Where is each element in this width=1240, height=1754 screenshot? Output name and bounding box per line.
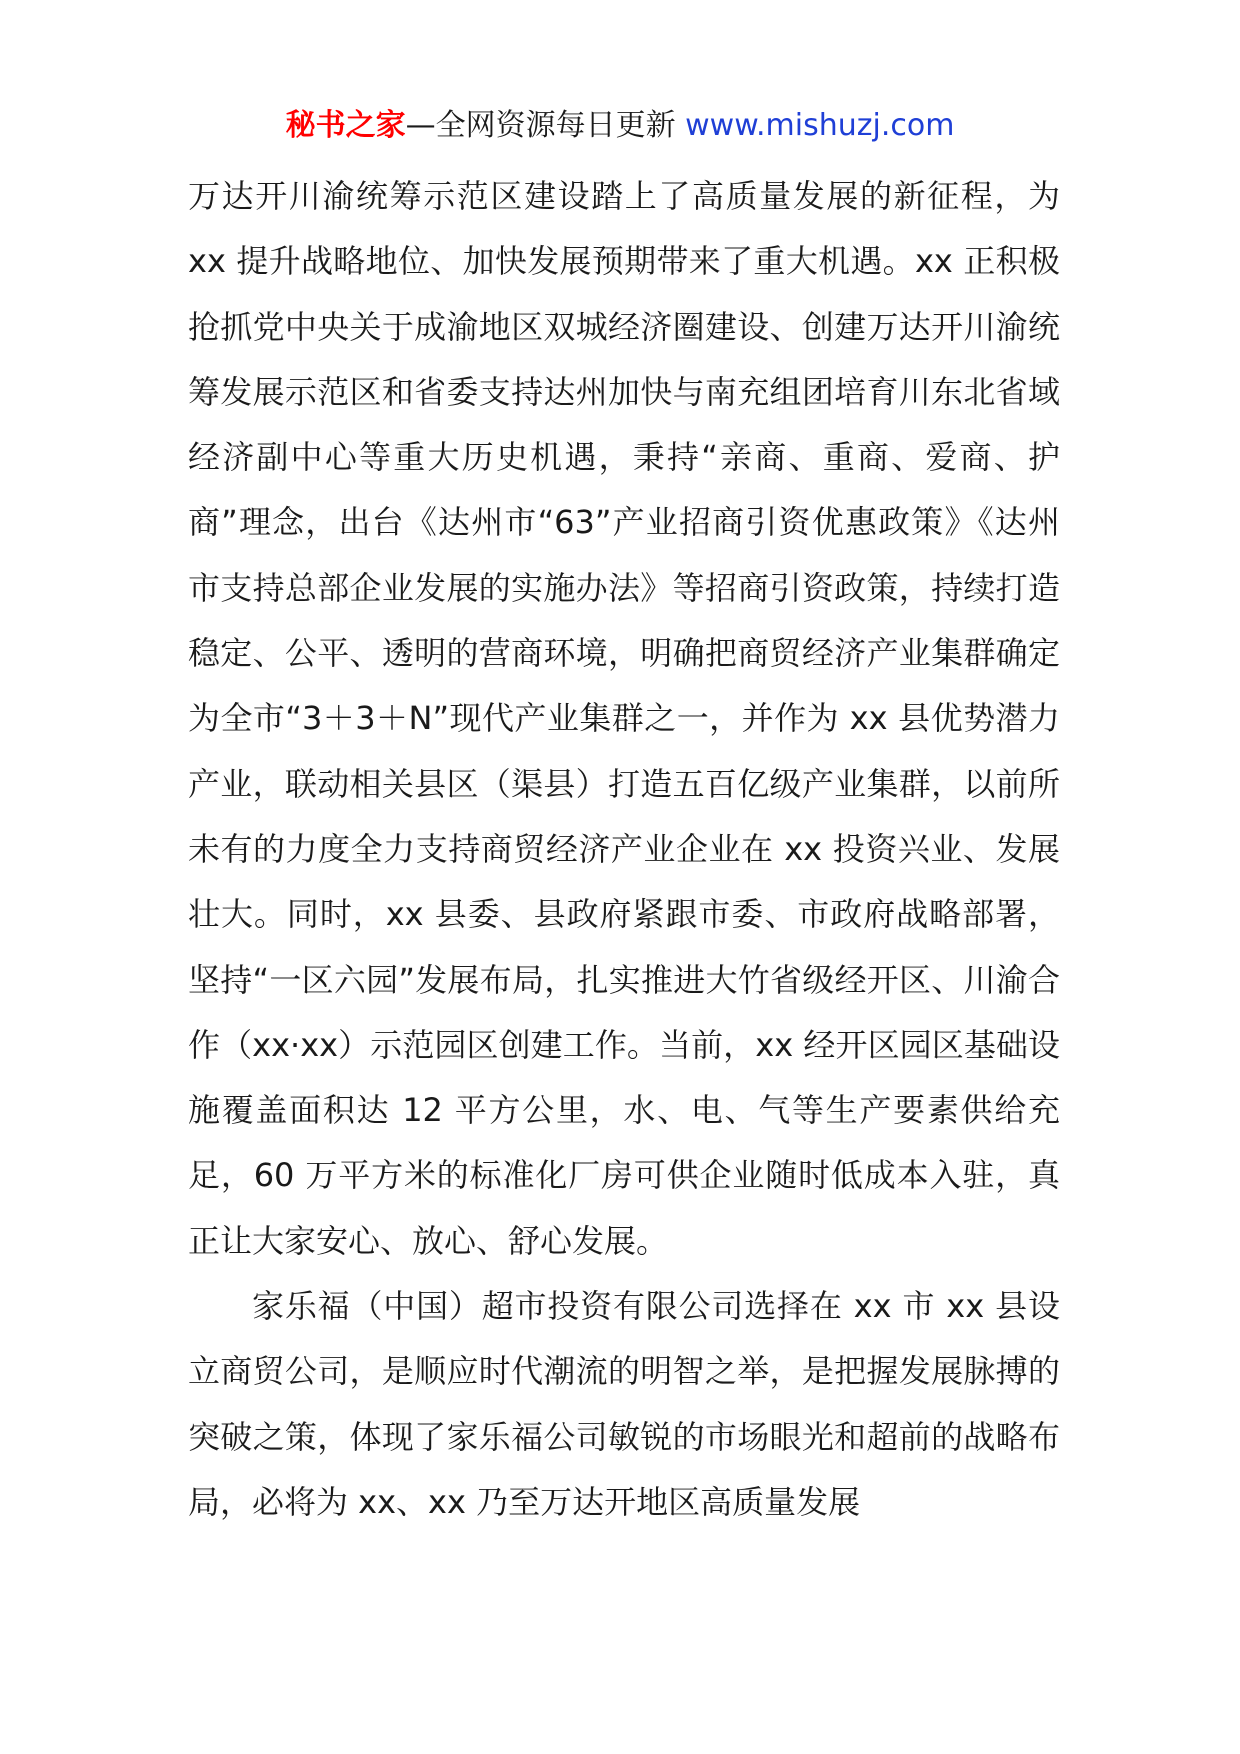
document-body bbox=[188, 164, 1060, 1535]
paragraph-continued: 万达开川渝统筹示范区建设踏上了高质量发展的新征程，为 xx 提升战略地位、加快发展预期带来了重大机遇。xx 正积极抢抓党中央关于成渝地区双城经济圈建设、创建万达开川渝统筹发展示范区和省委支持达州加快与南充组团培育川东北省域经济副中心等重大历史机遇，秉持“亲商、重商、爱商、护商”理念，出台《达州市“63”产业招商引资优惠政策》《达州市支持总部企业发展的实施办法》等招商引资政策，持续打造稳定、公平、透明的营商环境，明确把商贸经济产业集群确定为全市“3＋3＋N”现代产业集群之一，并作为 xx 县优势潜力产业，联动相关县区（渠县）打造五百亿级产业集群，以前所未有的力度全力支持商贸经济产业企业在 xx 投资兴业、发展壮大。同时，xx 县委、县政府紧跟市委、市政府战略部署，坚持“一区六园”发展布局，扎实推进大竹省级经开区、川渝合作（xx·xx）示范园区创建工作。当前，xx 经开区园区基础设施覆盖面积达 12 平方公里，水、电、气等生产要素供给充足，60 万平方米的标准化厂房可供企业随时低成本入驻，真正让大家安心、放心、舒心发展。 bbox=[188, 177, 1060, 1260]
header-url-link[interactable]: www.mishuzj.com bbox=[685, 108, 955, 143]
page-header bbox=[0, 104, 1240, 148]
paragraph-carrefour: 家乐福（中国）超市投资有限公司选择在 xx 市 xx 县设立商贸公司，是顺应时代潮流的明智之举，是把握发展脉搏的突破之策，体现了家乐福公司敏锐的市场眼光和超前的战略布局，必将为 xx、xx 乃至万达开地区高质量发展 bbox=[188, 1287, 1060, 1521]
header-slogan: —全网资源每日更新 bbox=[405, 108, 686, 143]
brand-name: 秘书之家 bbox=[285, 108, 406, 143]
